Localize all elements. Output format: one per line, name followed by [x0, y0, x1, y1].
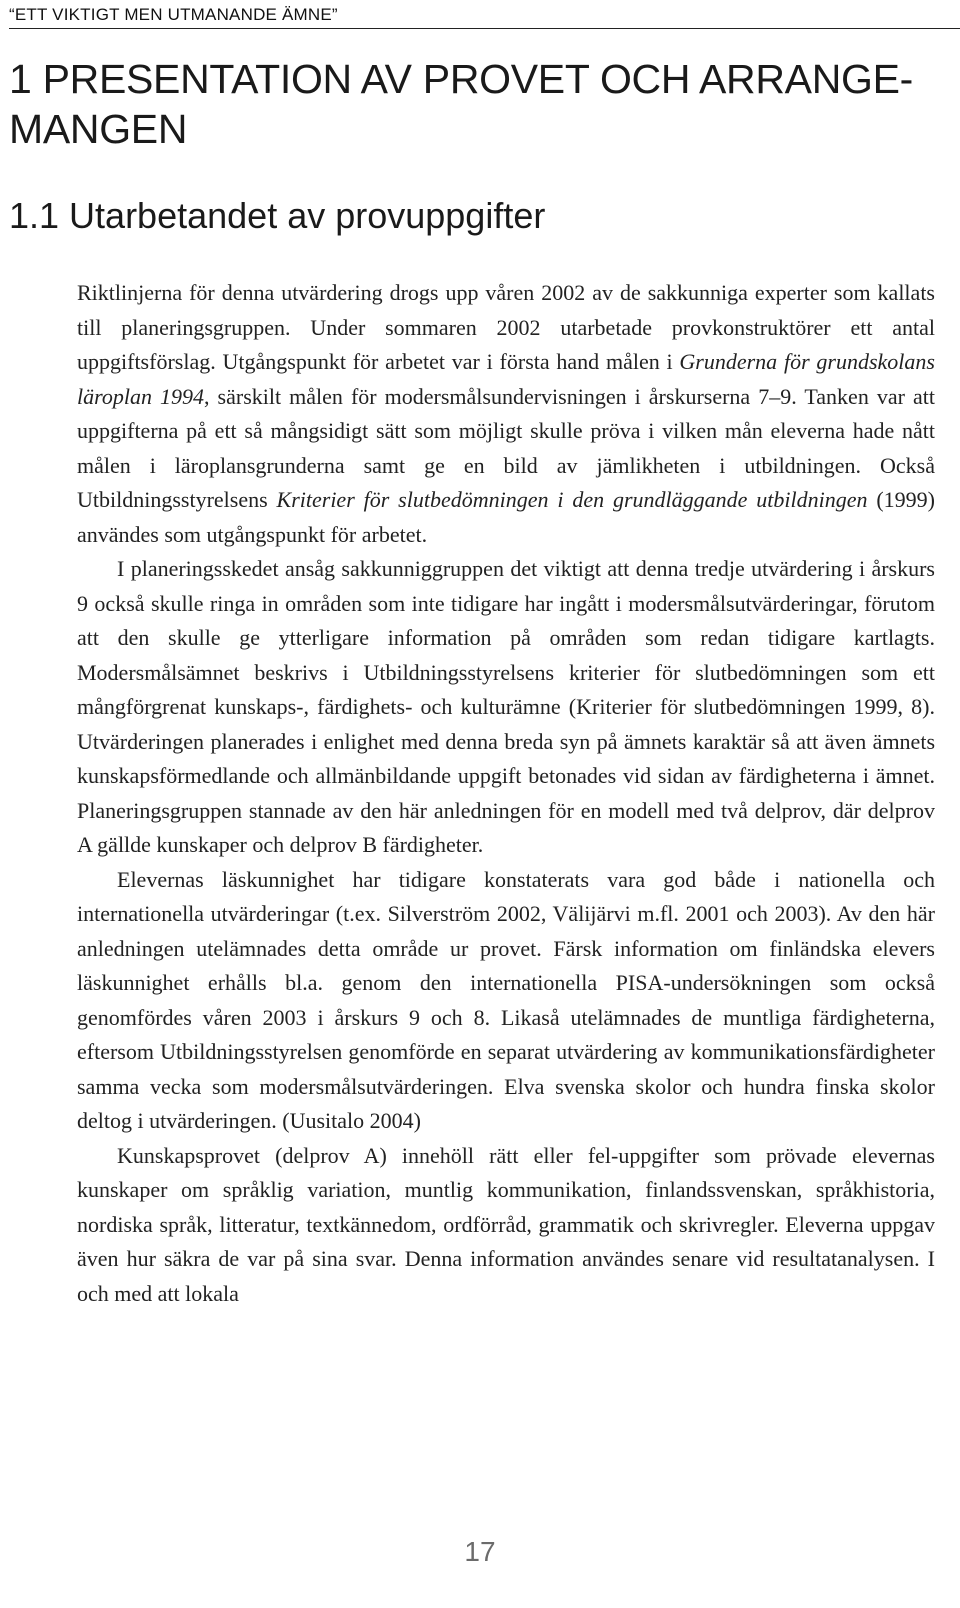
paragraph-4: Kunskapsprovet (delprov A) innehöll rätt eller fel-uppgifter som prövade elevernas kunskaper om språklig variation, muntlig kommunikation, finlandssvenskan, språkhistoria, nordiska språk, litteratur, textkännedom, ordförråd, grammatik och skrivregler. Eleverna uppgav även hur säkra de var på sina svar. Denna information användes senare vid resultatanalysen. I och med att lokala — [77, 1142, 935, 1306]
running-header: “ETT VIKTIGT MEN UTMANANDE ÄMNE” — [9, 5, 338, 24]
paragraph-2: I planeringsskedet ansåg sakkunniggruppen det viktigt att denna tredje utvärdering i årskurs 9 också skulle ringa in områden som inte tidigare har ingått i modersmålsutvärderingar, förutom att den skulle ge ytterligare information på områden som redan tidigare kartlagts. Modersmålsämnet beskrivs i Utbildningsstyrelsens kriterier för slutbedömningen som ett mångförgrenat kunskaps-, färdighets- och kulturämne (Kriterier för slutbedömningen 1999, 8). Utvärderingen planerades i enlighet med denna breda syn på ämnets karaktär så att även ämnets kunskapsförmedlande och allmänbildande uppgift betonades vid sidan av färdigheterna i ämnet. Planeringsgruppen stannade av den här anledningen för en modell med två delprov, där delprov A gällde kunskaper och delprov B färdigheter. — [77, 556, 935, 857]
paragraph-1-text-b: , särskilt målen för modersmålsundervisningen i årskurserna 7–9. Tanken var att uppgifterna på ett så mångsidigt sätt som möjligt skulle pröva i vilken mån eleverna hade nått målen i läroplansgrunderna samt ge en bild av jämlikheten i utbildningen. Också Utbildningsstyrelsens — [77, 383, 935, 512]
header-rule — [9, 28, 960, 29]
paragraph-1 — [77, 276, 935, 552]
paragraph-1-italic-title-b: Kriterier för slutbedömningen i den grundläggande utbildningen — [276, 487, 868, 512]
chapter-title: 1 PRESENTATION AV PROVET OCH ARRANGE- MANGEN — [9, 56, 913, 152]
paragraph-1-italic-title-a: Grunderna för grundskolans läroplan 1994 — [77, 349, 935, 409]
body-text — [77, 276, 935, 1311]
section-title: 1.1 Utarbetandet av provuppgifter — [9, 195, 546, 236]
paragraph-1-text-a: Riktlinjerna för denna utvärdering drogs upp våren 2002 av de sakkunniga experter som kallats till planeringsgruppen. Under sommaren 2002 utarbetade provkonstruktörer ett antal uppgiftsförslag. Utgångspunkt för arbetet var i första hand målen i — [77, 280, 935, 374]
paragraph-3: Elevernas läskunnighet har tidigare konstaterats vara god både i nationella och internationella utvärderingar (t.ex. Silverström 2002, Välijärvi m.fl. 2001 och 2003). Av den här anledningen utelämnades detta område ur provet. Färsk information om finländska elevers läskunnighet erhålls bl.a. genom den internationella PISA-undersökningen som också genomfördes våren 2003 i årskurs 9 och 8. Likaså utelämnades de muntliga färdigheterna, eftersom Utbildningsstyrelsen genomförde en separat utvärdering av kommunikationsfärdigheter samma vecka som modersmålsutvärderingen. Elva svenska skolor och hundra finska skolor deltog i utvärderingen. (Uusitalo 2004) — [77, 866, 935, 1133]
page-number: 17 — [464, 1536, 496, 1567]
paragraph-1-text-c: (1999) användes som utgångspunkt för arbetet. — [77, 487, 935, 547]
